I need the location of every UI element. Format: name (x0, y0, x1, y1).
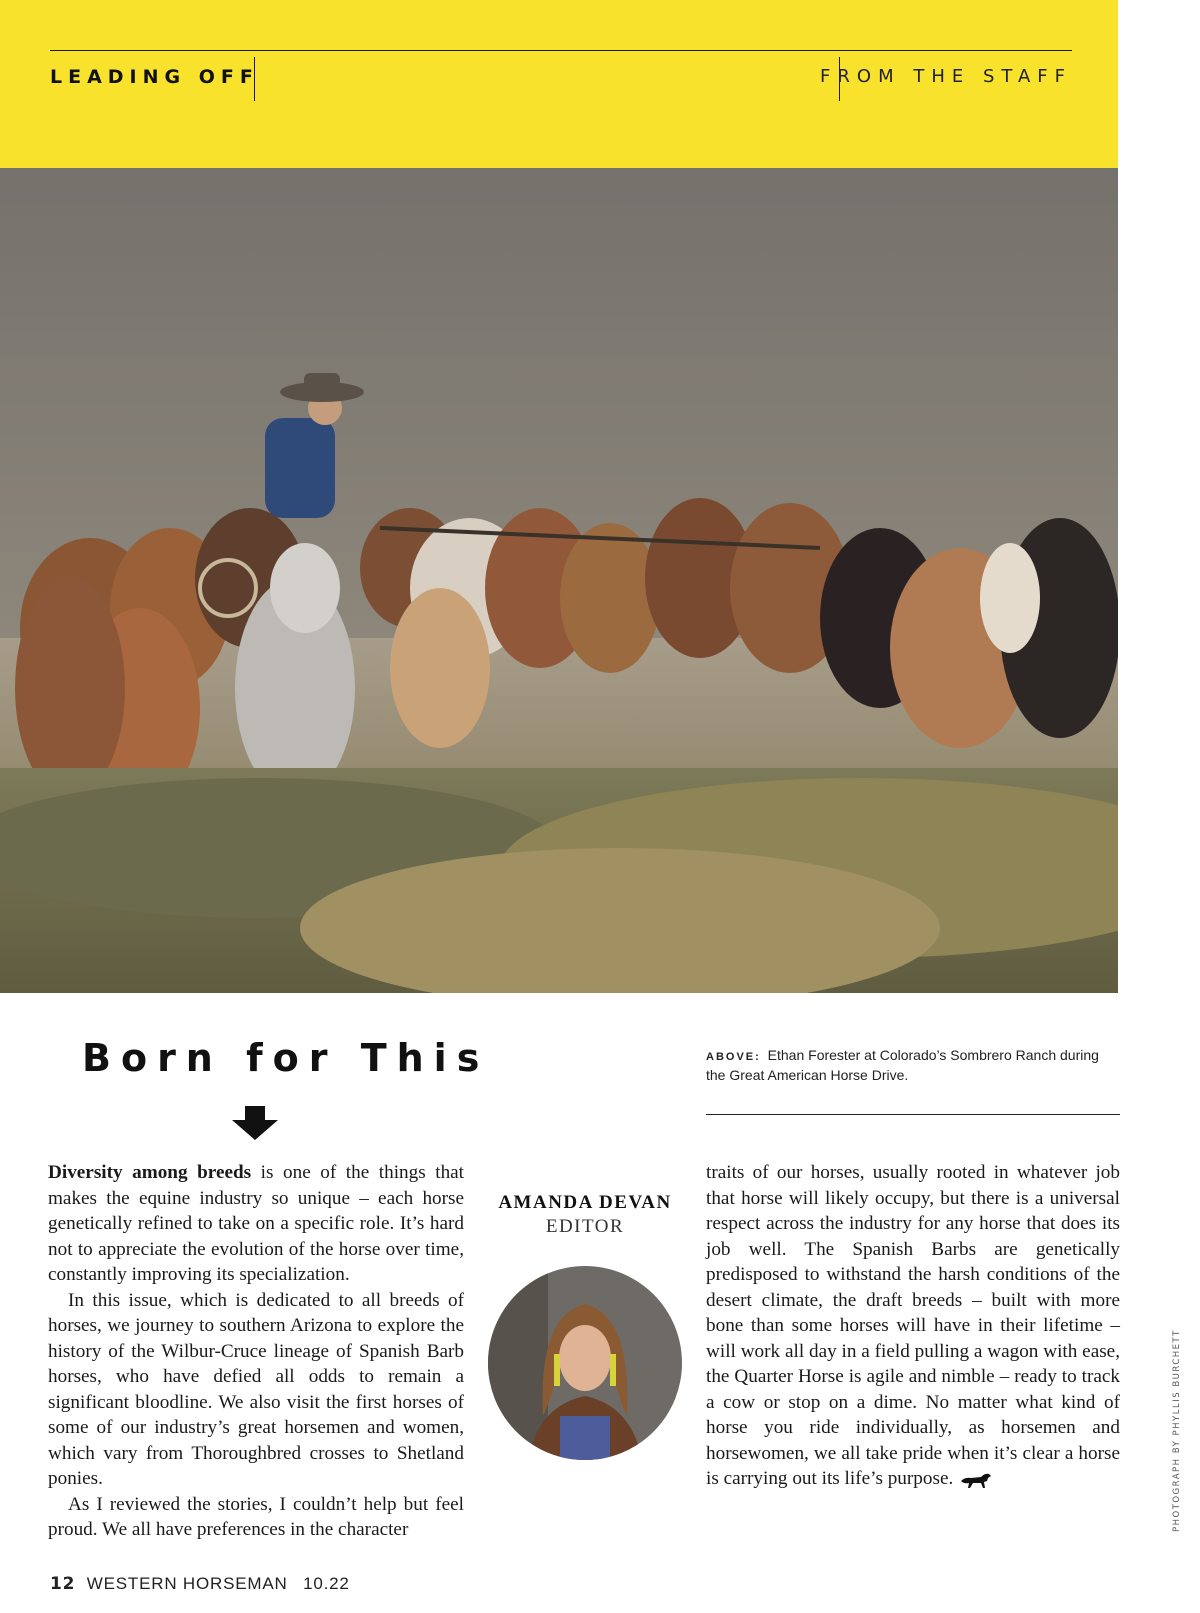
avatar (488, 1266, 682, 1460)
author-name: AMANDA DEVAN (498, 1192, 672, 1213)
hero-photo (0, 168, 1118, 993)
article-headline: Born for This (82, 1036, 490, 1080)
section-divider (254, 57, 255, 101)
author-title: EDITOR (545, 1216, 625, 1237)
paragraph-text: traits of our horses, usually rooted in whatever job that horse will likely occupy, but there is a universal respect across the industry for any horse that does its job well. The Spanish Barbs are genetically predisposed to withstand the harsh conditions of the desert climate, the draft breeds – built with more bone than some horses will have in their lifetime – will work all day in a field pulling a wagon with ease, the Quarter Horse is agile and nimble – ready to track a cow or stop on a dime. No matter what kind of horse you ride individually, as horsemen and horsewomen, we all take pride when it’s clear a horse is carrying out its life’s purpose. (706, 1162, 1120, 1489)
photo-caption (706, 1046, 1122, 1084)
page-number: 12 (50, 1574, 76, 1594)
photo-credit: PHOTOGRAPH BY PHYLLIS BURCHETT (1172, 1329, 1182, 1532)
paragraph: In this issue, which is dedicated to all breeds of horses, we journey to southern Arizona to explore the history of the Wilbur-Cruce lineage of Spanish Barb horses, who have defied all odds to remain a significant bloodline. We also visit the first horses of some of our industry’s great horsemen and women, which vary from Thoroughbred crosses to Shetland ponies. (48, 1289, 464, 1489)
author-byline (480, 1192, 690, 1238)
paragraph: As I reviewed the stories, I couldn’t help but feel proud. We all have preferences in the character (48, 1493, 464, 1540)
horse-end-mark-icon (959, 1471, 993, 1489)
paragraph (706, 1160, 1120, 1492)
caption-text: Ethan Forester at Colorado’s Sombrero Ranch during the Great American Horse Drive. (706, 1047, 1099, 1083)
paragraph (48, 1160, 464, 1288)
lead-in: Diversity among breeds (48, 1162, 252, 1183)
body-column-right (706, 1160, 1120, 1492)
paragraph-text: is one of the things that makes the equine industry so unique – each horse genetically refined to take on a specific role. It’s hard not to appreciate the evolution of the horse over time, constantly improving its specialization. (48, 1162, 465, 1285)
department-label: FROM THE STAFF (820, 66, 1072, 87)
arrow-down-icon (232, 1106, 278, 1140)
caption-lead: ABOVE: (706, 1051, 761, 1063)
body-column-left (48, 1160, 464, 1543)
issue-date: 10.22 (303, 1574, 350, 1593)
publication-name: WESTERN HORSEMAN (86, 1574, 288, 1593)
page-footer (50, 1574, 350, 1594)
header-rule (50, 50, 1072, 51)
section-label: LEADING OFF (50, 66, 259, 88)
caption-rule (706, 1114, 1120, 1115)
